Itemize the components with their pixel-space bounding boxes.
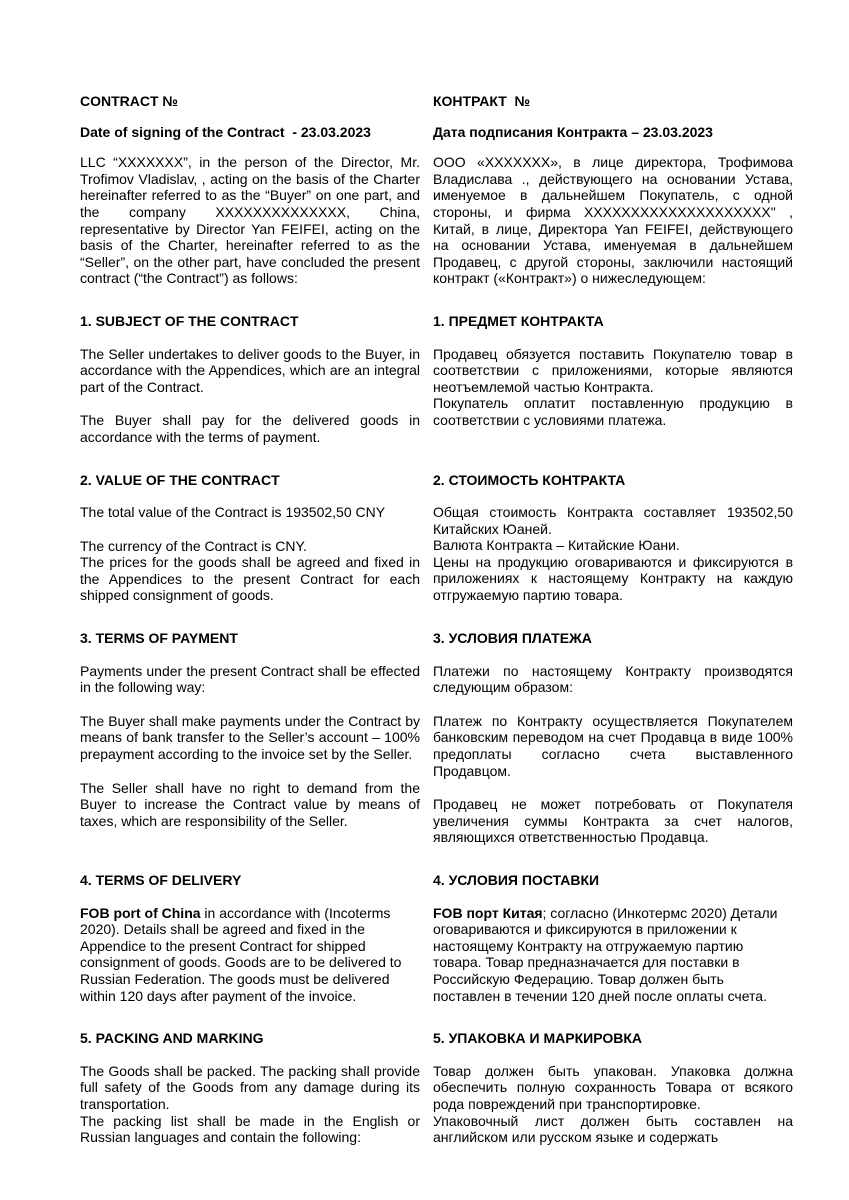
paragraph: The currency of the Contract is CNY. [80,537,307,554]
column-en [80,630,420,647]
contract-row [80,154,793,287]
paragraph: Цены на продукцию оговариваются и фиксируются в приложениях к настоящему Контракту на каждую отгружаемую партию товара. [433,553,793,604]
paragraph: Общая стоимость Контракта составляет 193502,50 Китайских Юаней. [433,504,793,537]
column-en [80,313,420,330]
section-heading: CONTRACT № [80,93,179,109]
column-ru [433,663,793,846]
contract-row [80,93,793,110]
section-heading: 5. PACKING AND MARKING [80,1030,264,1047]
paragraph: The Seller undertakes to deliver goods to the Buyer, in accordance with the Appendices, which are an integral part of the Contract. [80,345,420,395]
bold-lead: FOB port of China [80,904,201,921]
paragraph: The packing list shall be made in the English or Russian languages and contain the following: [80,1112,420,1146]
contract-row [80,504,793,604]
section-heading: 4. УСЛОВИЯ ПОСТАВКИ [433,872,600,888]
paragraph: Платежи по настоящему Контракту производятся следующим образом: [433,662,793,696]
column-en [80,93,420,110]
paragraph: Валюта Контракта – Китайские Юани. [433,537,680,554]
column-ru [433,905,793,1005]
contract-row [80,1030,793,1047]
paragraph: Платеж по Контракту осуществляется Покупателем банковским переводом на счет Продавца в виде 100% предоплаты согласно счета выставленного Продавцом. [433,712,793,779]
paragraph: The Buyer shall make payments under the Contract by means of bank transfer to the Seller’s account – 100% prepayment according to the invoice set by the Seller. [80,712,420,763]
paragraph: LLC “XXXXXXX”, in the person of the Director, Mr. Trofimov Vladislav, , acting on the basis of the Charter hereinafter referred to as the “Buyer” on one part, and the company XXXXXXXXXXXXXX, China, representative by Director Yan FEIFEI, acting on the basis of the Charter, hereinafter referred to as the “Seller”, on the other part, have concluded the present contract (“the Contract”) as follows: [80,154,420,287]
column-ru [433,1063,793,1146]
column-ru [433,124,793,141]
section-heading: КОНТРАКТ № [433,93,531,109]
column-en [80,504,420,604]
paragraph: The Seller shall have no right to demand from the Buyer to increase the Contract value by means of taxes, which are responsibility of the Seller. [80,779,420,829]
section-heading: 4. TERMS OF DELIVERY [80,872,242,888]
paragraph: FOB port of China in accordance with (Incoterms 2020). Details shall be agreed and fixed in the Appendice to the present Contract for shipped consignment of goods. Goods are to be delivered to Russian Federation. The goods must be delivered within 120 days after payment of the invoice. [80,904,402,1004]
paragraph: Покупатель оплатит поставленную продукцию в соответствии с условиями платежа. [433,395,793,428]
column-ru [433,313,793,330]
section-heading: 1. ПРЕДМЕТ КОНТРАКТА [433,312,604,329]
column-en [80,124,420,141]
paragraph: Упаковочный лист должен быть составлен на английском или русском языке и содержать [433,1112,793,1146]
paragraph: Товар должен быть упакован. Упаковка должна обеспечить полную сохранность Товара от всякого рода повреждений при транспортировке. [433,1062,793,1112]
section-heading: Дата подписания Контракта – 23.03.2023 [433,123,713,140]
section-heading: 3. TERMS OF PAYMENT [80,630,238,647]
contract-row [80,872,793,889]
contract-row [80,905,793,1005]
column-ru [433,93,793,110]
paragraph: The Buyer shall pay for the delivered goods in accordance with the terms of payment. [80,412,420,445]
paragraph: The prices for the goods shall be agreed and fixed in the Appendices to the present Contract for each shipped consignment of goods. [80,554,420,604]
column-en [80,663,420,846]
contract-row [80,1063,793,1146]
contract-row [80,346,793,446]
section-heading: 5. УПАКОВКА И МАРКИРОВКА [433,1030,643,1047]
paragraph: FOB порт Китая; согласно (Инкотермс 2020) Детали оговариваются и фиксируются в приложении к настоящему Контракту на отгружаемую партию товара. Товар предназначается для поставки в Российскую Федерацию. Товар должен быть поставлен в течении 120 дней после оплаты счета. [433,904,778,1004]
column-ru [433,504,793,604]
contract-row [80,472,793,489]
column-en [80,346,420,446]
column-ru [433,154,793,287]
contract-row [80,313,793,330]
column-ru [433,346,793,446]
section-heading: 1. SUBJECT OF THE CONTRACT [80,312,299,329]
paragraph: Продавец не может потребовать от Покупателя увеличения суммы Контракта за счет налогов, являющихся ответственностью Продавца. [433,796,793,846]
column-ru [433,1030,793,1047]
column-en [80,872,420,889]
contract-body [80,93,793,1146]
section-heading: 3. УСЛОВИЯ ПЛАТЕЖА [433,630,592,647]
column-ru [433,472,793,489]
column-en [80,154,420,287]
paragraph: Продавец обязуется поставить Покупателю товар в соответствии с приложениями, которые являются неотъемлемой частью Контракта. [433,345,793,395]
contract-row [80,124,793,141]
section-heading: 2. СТОИМОСТЬ КОНТРАКТА [433,471,626,488]
paragraph: ООО «XXXXXXX», в лице директора, Трофимова Владислава ., действующего на основании Устава, именуемое в дальнейшем Покупатель, с одной стороны, и фирма XXXXXXXXXXXXXXXXXXXX" , Китай, в лице, Директора Yan FEIFEI, действующего на основании Устава, именуемая в дальнейшем Продавец, с другой стороны, заключили настоящий контракт («Контракт») о нижеследующем: [433,154,793,287]
contract-row [80,630,793,647]
column-en [80,1030,420,1047]
column-ru [433,872,793,889]
section-heading: 2. VALUE OF THE CONTRACT [80,471,280,488]
column-ru [433,630,793,647]
column-en [80,905,420,1005]
paragraph: The Goods shall be packed. The packing shall provide full safety of the Goods from any damage during its transportation. [80,1062,420,1112]
paragraph: The total value of the Contract is 193502,50 CNY [80,504,386,521]
column-en [80,472,420,489]
column-en [80,1063,420,1146]
contract-row [80,663,793,846]
section-heading: Date of signing of the Contract - 23.03.2023 [80,123,371,140]
paragraph: Payments under the present Contract shall be effected in the following way: [80,662,420,696]
bold-lead: FOB порт Китая [433,904,543,921]
